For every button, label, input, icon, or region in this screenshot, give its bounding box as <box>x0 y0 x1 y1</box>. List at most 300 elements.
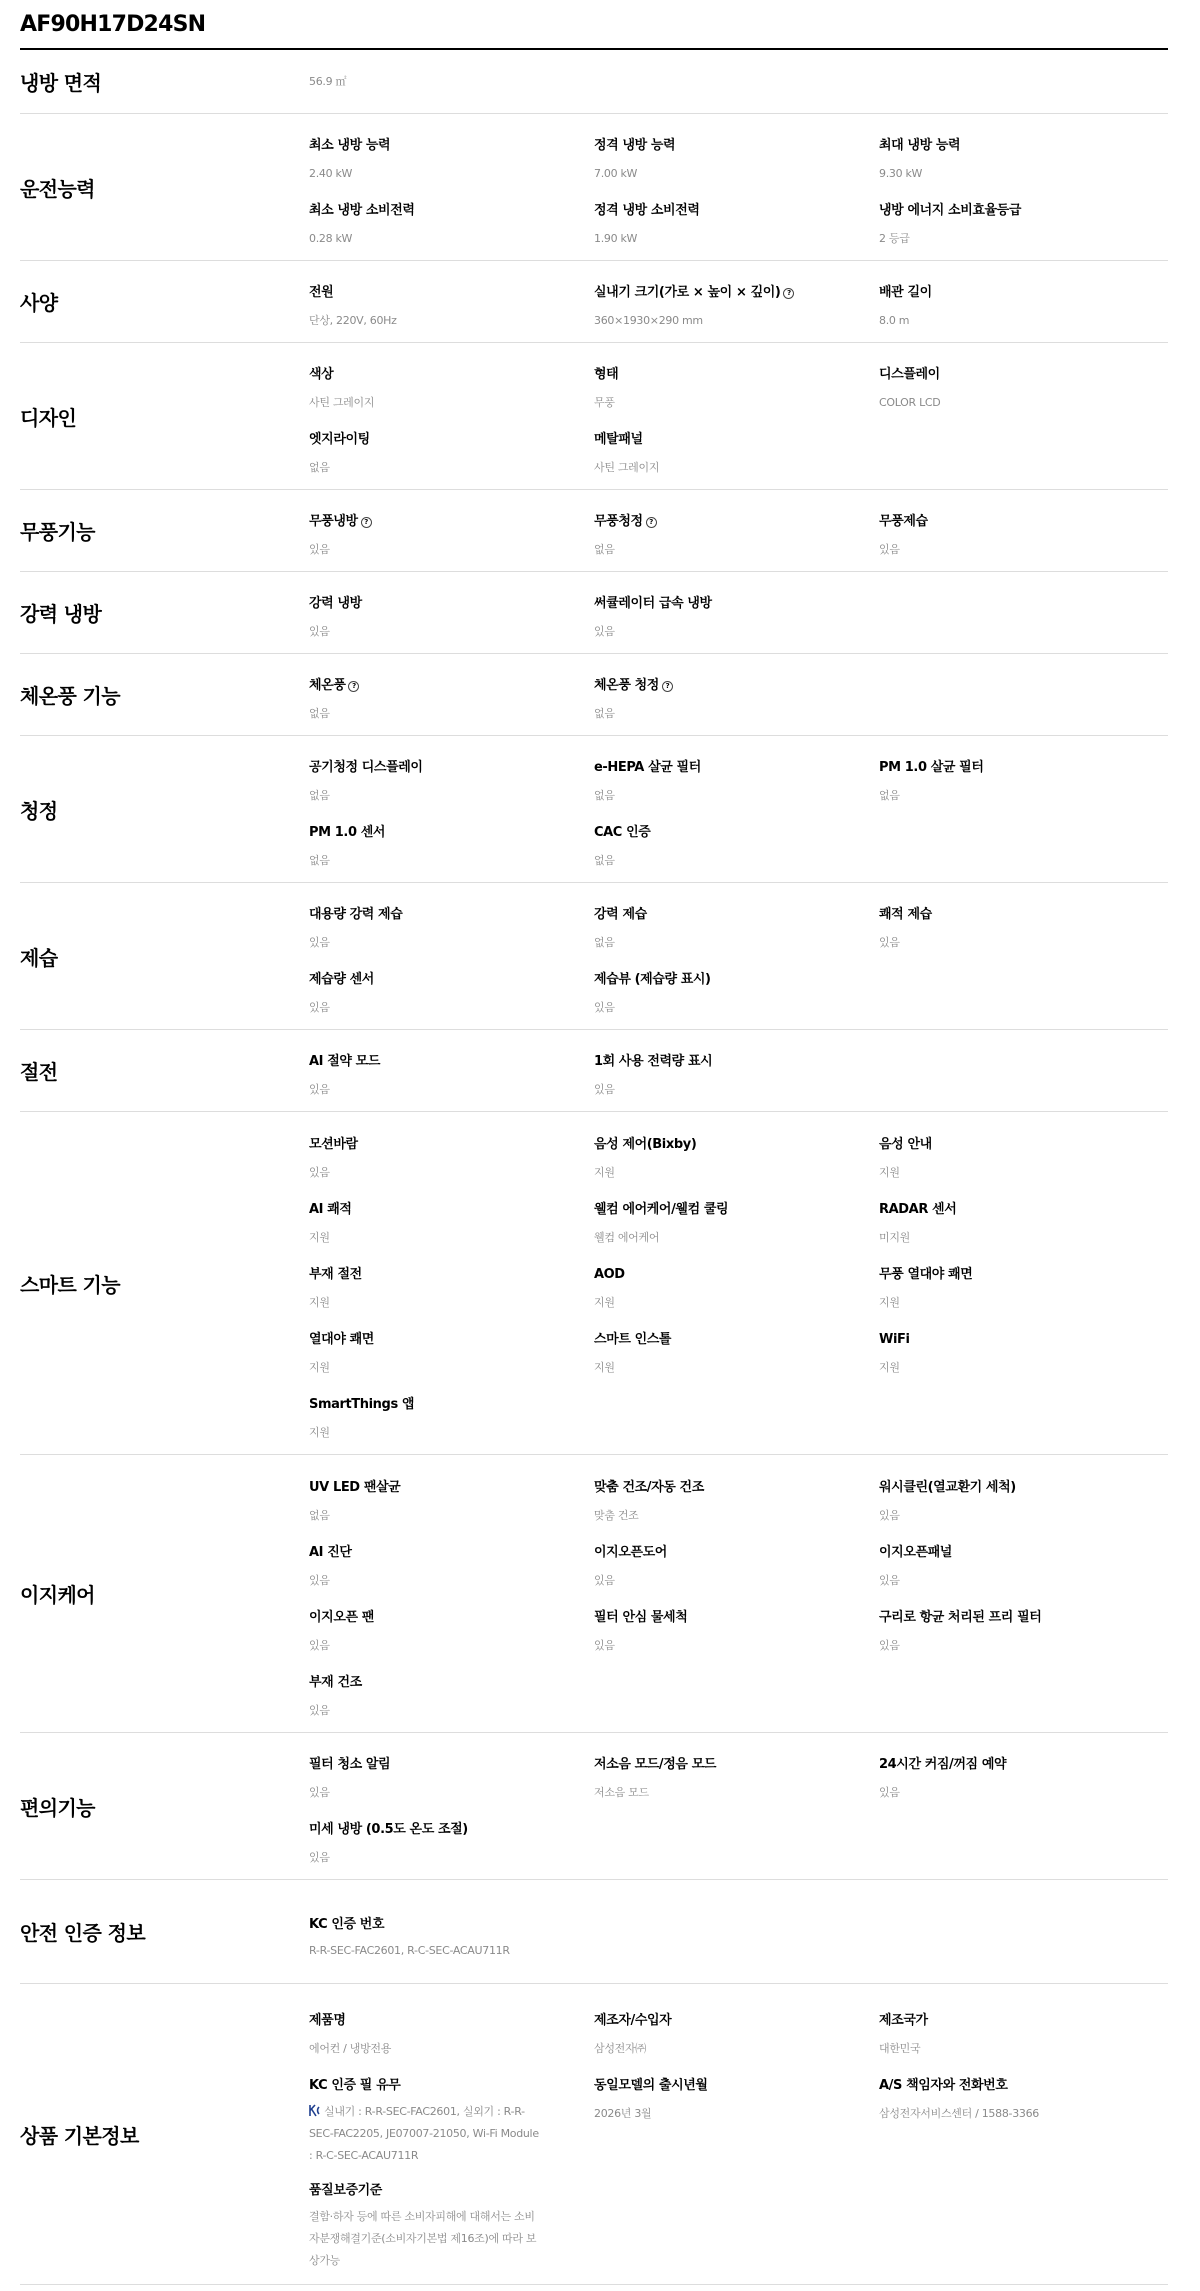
section-title: 제습 <box>20 945 58 970</box>
section-title: 청정 <box>20 798 58 823</box>
spec-label <box>594 202 879 220</box>
spec-item <box>594 744 879 809</box>
spec-label-text: 무풍제습 <box>879 514 928 529</box>
question-circle-icon[interactable]: ? <box>348 681 359 692</box>
spec-label-text: 강력 냉방 <box>309 596 362 611</box>
spec-label <box>309 1053 594 1071</box>
spec-label <box>594 1544 879 1562</box>
spec-value-text: 지원 <box>879 1295 900 1309</box>
spec-value <box>309 786 594 806</box>
spec-value <box>309 229 594 249</box>
spec-label <box>879 1756 1164 1774</box>
section-title: 운전능력 <box>20 176 95 201</box>
spec-value <box>309 72 594 92</box>
spec-label-text: 맞춤 건조/자동 건조 <box>594 1479 704 1495</box>
spec-value-text: 있음 <box>594 1083 615 1096</box>
spec-value-text: 결함·하자 등에 따른 소비자피해에 대해서는 소비자분쟁해결기준(소비자기본법 제16조)에 따라 보상가능 <box>309 2209 537 2267</box>
spec-item <box>879 744 1164 809</box>
spec-value <box>594 393 879 413</box>
spec-label-text: 필터 안심 물세척 <box>594 1609 688 1625</box>
spec-item <box>594 891 879 956</box>
spec-label-text: AI 진단 <box>309 1544 352 1560</box>
spec-value <box>309 393 594 413</box>
question-circle-icon[interactable]: ? <box>662 681 673 692</box>
spec-label <box>309 677 594 695</box>
spec-label-text: 강력 제습 <box>594 907 647 922</box>
spec-label-text: 구리로 항균 처리된 프리 필터 <box>879 1609 1042 1625</box>
spec-value <box>879 311 1164 331</box>
spec-value-text: 있음 <box>309 1851 330 1864</box>
spec-item <box>879 1121 1164 1186</box>
spec-label <box>594 1756 879 1774</box>
spec-item <box>309 1806 594 1871</box>
section-title: 체온풍 기능 <box>20 684 120 708</box>
spec-item <box>594 2062 879 2127</box>
spec-value <box>594 1358 879 1378</box>
spec-section <box>20 50 1168 114</box>
spec-value-text: 지원 <box>879 1165 900 1179</box>
spec-label-text: 엣지라이팅 <box>309 432 370 447</box>
spec-item <box>309 2062 594 2167</box>
spec-value-text: 없음 <box>879 789 900 802</box>
spec-value-text: 실내기 : R-R-SEC-FAC2601, 실외기 : R-R-SEC-FAC2205, JE07007-21050, Wi-Fi Module : R-C-SEC-ACAU711R <box>309 2104 539 2162</box>
spec-value-text: 있음 <box>879 1573 900 1587</box>
spec-item <box>594 351 879 416</box>
spec-label-text: 체온풍 <box>309 678 346 693</box>
spec-value <box>309 540 594 560</box>
spec-label-text: WiFi <box>879 1331 910 1347</box>
spec-label <box>309 366 594 384</box>
spec-item <box>309 1464 594 1529</box>
spec-label-text: 쾌적 제습 <box>879 907 932 922</box>
spec-label-text: 스마트 인스톨 <box>594 1331 672 1347</box>
spec-value <box>309 1701 594 1721</box>
section-title: 절전 <box>20 1060 58 1084</box>
section-title: 무풍기능 <box>20 520 95 544</box>
spec-value <box>879 229 1164 249</box>
spec-value <box>309 164 594 184</box>
spec-value-text: 지원 <box>594 1165 615 1179</box>
spec-value-text: 있음 <box>309 625 330 638</box>
spec-value <box>594 1506 879 1526</box>
spec-value-text: 있음 <box>594 625 615 638</box>
spec-label <box>309 1609 594 1627</box>
spec-item <box>879 187 1164 252</box>
spec-item <box>309 1659 594 1724</box>
spec-value <box>594 229 879 249</box>
spec-label-text: 최소 냉방 능력 <box>309 138 391 153</box>
spec-label <box>309 137 594 155</box>
spec-label-text: 메탈패널 <box>594 432 643 447</box>
spec-label <box>594 2012 879 2030</box>
spec-value <box>879 1163 1164 1183</box>
spec-section <box>20 490 1168 572</box>
spec-value <box>309 851 594 871</box>
spec-item <box>879 2062 1164 2127</box>
spec-label <box>879 1136 1164 1154</box>
spec-value <box>309 622 594 642</box>
spec-label <box>594 1136 879 1154</box>
spec-value-text: R-R-SEC-FAC2601, R-C-SEC-ACAU711R <box>309 1944 510 1957</box>
spec-grid <box>309 1464 1168 1724</box>
spec-label <box>594 1053 879 1071</box>
spec-value-text: 없음 <box>594 936 615 949</box>
spec-label <box>309 1201 594 1219</box>
spec-label <box>309 1266 594 1284</box>
spec-value-text: 7.00 kW <box>594 167 638 180</box>
spec-item <box>309 809 594 874</box>
spec-item <box>309 1186 594 1251</box>
spec-label-text: e-HEPA 살균 필터 <box>594 760 701 775</box>
spec-item <box>879 1316 1164 1381</box>
spec-label-text: 정격 냉방 소비전력 <box>594 203 700 218</box>
spec-value <box>309 1423 594 1443</box>
spec-value <box>594 1228 879 1248</box>
spec-label <box>309 1136 594 1154</box>
spec-value <box>879 2039 1164 2059</box>
spec-grid <box>309 269 1168 334</box>
spec-label-text: 제습량 센서 <box>309 972 374 987</box>
spec-item <box>594 1121 879 1186</box>
spec-value <box>594 704 879 724</box>
spec-value <box>309 1940 539 1962</box>
spec-label-text: 미세 냉방 (0.5도 온도 조절) <box>309 1822 468 1837</box>
spec-label <box>594 2077 879 2095</box>
spec-value-text: 무풍 <box>594 396 615 409</box>
spec-section <box>20 654 1168 736</box>
spec-grid <box>309 1997 1168 2272</box>
spec-value-text: 있음 <box>309 1165 330 1179</box>
spec-item <box>309 891 594 956</box>
spec-label-text: AI 쾌적 <box>309 1201 352 1217</box>
spec-value-text: 있음 <box>309 936 330 949</box>
spec-value-text: 있음 <box>309 543 330 556</box>
spec-item <box>309 1594 594 1659</box>
question-circle-icon[interactable]: ? <box>783 288 794 299</box>
spec-label-text: 24시간 커짐/꺼짐 예약 <box>879 1757 1007 1772</box>
spec-section <box>20 343 1168 490</box>
spec-label-text: 동일모델의 출시년월 <box>594 2077 708 2093</box>
spec-label <box>309 1674 594 1692</box>
section-title: 사양 <box>20 291 58 315</box>
spec-label-text: 무풍 열대야 쾌면 <box>879 1266 973 1282</box>
spec-value-text: 있음 <box>309 1638 330 1652</box>
spec-label-text: 색상 <box>309 367 334 382</box>
spec-label-text: 무풍냉방 <box>309 514 358 529</box>
spec-value-text: 단상, 220V, 60Hz <box>309 314 397 327</box>
spec-item <box>594 662 879 727</box>
spec-value <box>594 164 879 184</box>
spec-value-text: 사틴 그레이지 <box>309 396 375 409</box>
spec-label-text: 써큘레이터 급속 냉방 <box>594 596 712 611</box>
spec-item <box>879 1594 1164 1659</box>
spec-value-text: 사틴 그레이지 <box>594 461 660 474</box>
section-title: 디자인 <box>20 405 77 430</box>
spec-value <box>879 786 1164 806</box>
spec-item <box>594 1997 879 2062</box>
spec-item <box>594 1464 879 1529</box>
spec-item <box>594 269 879 334</box>
spec-item <box>309 122 594 187</box>
section-title: 이지케어 <box>20 1583 95 1607</box>
spec-value <box>594 458 879 478</box>
spec-value <box>309 1358 594 1378</box>
spec-value <box>594 1636 879 1656</box>
spec-item <box>309 498 594 563</box>
spec-item <box>594 1186 879 1251</box>
spec-label <box>309 513 594 531</box>
spec-item <box>309 662 594 727</box>
spec-label <box>879 1609 1164 1627</box>
spec-label <box>594 1266 879 1284</box>
spec-value-text: 에어컨 / 냉방전용 <box>309 2041 392 2055</box>
spec-item <box>309 1997 594 2062</box>
spec-label <box>309 284 594 302</box>
spec-value-text: 있음 <box>309 1083 330 1096</box>
spec-label-text: 이지오픈도어 <box>594 1544 667 1560</box>
spec-label <box>309 2077 594 2095</box>
spec-item <box>594 1741 879 1806</box>
spec-label <box>594 1479 879 1497</box>
spec-item <box>309 1901 594 1962</box>
spec-label-text: 정격 냉방 능력 <box>594 138 676 153</box>
spec-label <box>594 677 879 695</box>
spec-value-text: 없음 <box>309 854 330 867</box>
spec-label <box>309 1756 594 1774</box>
spec-label-text: SmartThings 앱 <box>309 1396 415 1412</box>
spec-label-text: UV LED 팬살균 <box>309 1479 401 1495</box>
spec-grid <box>309 72 1168 92</box>
spec-value-text: 저소음 모드 <box>594 1786 649 1799</box>
spec-label <box>309 202 594 220</box>
spec-section <box>20 1984 1168 2285</box>
spec-item <box>594 498 879 563</box>
spec-value-text: 지원 <box>309 1230 330 1244</box>
spec-grid <box>309 498 1168 563</box>
spec-value <box>309 2206 539 2272</box>
spec-section <box>20 114 1168 261</box>
spec-value-text: 웰컴 에어케어 <box>594 1230 660 1244</box>
spec-value <box>309 2101 539 2167</box>
spec-value <box>594 540 879 560</box>
spec-value-text: 있음 <box>879 936 900 949</box>
spec-item <box>594 956 879 1021</box>
spec-item <box>594 416 879 481</box>
spec-item <box>309 351 594 416</box>
spec-label <box>879 284 1164 302</box>
spec-value <box>594 311 879 331</box>
spec-label-text: 부재 절전 <box>309 1266 362 1282</box>
spec-item <box>594 1316 879 1381</box>
spec-grid <box>309 891 1168 1021</box>
spec-value-text: 지원 <box>879 1360 900 1374</box>
spec-label-text: RADAR 센서 <box>879 1201 957 1217</box>
spec-item <box>594 580 879 645</box>
spec-item <box>594 1038 879 1103</box>
spec-value-text: 있음 <box>594 1573 615 1587</box>
section-title: 안전 인증 정보 <box>20 1921 146 1945</box>
spec-label <box>309 1331 594 1349</box>
section-title: 스마트 기능 <box>20 1272 120 1297</box>
section-title: 강력 냉방 <box>20 602 102 626</box>
spec-value-text: 삼성전자㈜ <box>594 2041 647 2055</box>
spec-value <box>594 622 879 642</box>
spec-label-text: 이지오픈 팬 <box>309 1609 374 1625</box>
spec-value-text: 0.28 kW <box>309 232 353 245</box>
spec-item <box>309 1038 594 1103</box>
spec-label <box>879 1331 1164 1349</box>
spec-label-text: CAC 인증 <box>594 825 651 840</box>
spec-label <box>879 513 1164 531</box>
spec-value <box>879 1506 1164 1526</box>
spec-label <box>309 2012 594 2030</box>
spec-label-text: 최소 냉방 소비전력 <box>309 203 415 218</box>
spec-value <box>594 1080 879 1100</box>
question-circle-icon[interactable]: ? <box>361 517 372 528</box>
spec-value <box>879 1636 1164 1656</box>
spec-label <box>309 1916 594 1934</box>
spec-value <box>309 1571 594 1591</box>
spec-section <box>20 1880 1168 1984</box>
spec-label <box>879 1201 1164 1219</box>
spec-label-text: 웰컴 에어케어/웰컴 쿨링 <box>594 1201 729 1217</box>
spec-value-text: 지원 <box>594 1360 615 1374</box>
spec-section <box>20 261 1168 343</box>
spec-item <box>594 122 879 187</box>
spec-item <box>879 1464 1164 1529</box>
spec-item <box>309 269 594 334</box>
spec-grid <box>309 744 1168 874</box>
spec-grid <box>309 1901 1168 1962</box>
spec-value-text: 미지원 <box>879 1230 910 1244</box>
spec-value <box>309 1783 594 1803</box>
spec-item <box>879 351 1164 416</box>
spec-value <box>594 1163 879 1183</box>
spec-section <box>20 736 1168 883</box>
spec-label <box>309 1821 594 1839</box>
spec-item <box>879 122 1164 187</box>
spec-value-text: 있음 <box>879 1638 900 1652</box>
spec-value <box>594 2039 879 2059</box>
spec-label-text: PM 1.0 센서 <box>309 825 386 840</box>
spec-item <box>309 744 594 809</box>
spec-value <box>309 933 594 953</box>
spec-value-text: 없음 <box>594 789 615 802</box>
spec-table <box>20 50 1168 2285</box>
spec-label <box>879 906 1164 924</box>
spec-value <box>879 1358 1164 1378</box>
spec-label <box>879 1544 1164 1562</box>
spec-item <box>309 72 594 92</box>
spec-item <box>309 187 594 252</box>
spec-grid <box>309 1741 1168 1871</box>
spec-label <box>879 366 1164 384</box>
spec-label <box>879 2012 1164 2030</box>
spec-section <box>20 1455 1168 1733</box>
spec-label-text: 품질보증기준 <box>309 2182 382 2198</box>
spec-value-text: 360×1930×290 mm <box>594 314 703 327</box>
spec-label <box>594 906 879 924</box>
spec-value-text: 맞춤 건조 <box>594 1508 639 1522</box>
spec-value-text: 있음 <box>309 1001 330 1014</box>
section-title: 편의기능 <box>20 1795 95 1820</box>
spec-item <box>309 1381 594 1446</box>
spec-value <box>879 1293 1164 1313</box>
spec-label-text: 최대 냉방 능력 <box>879 138 961 153</box>
spec-label <box>594 513 879 531</box>
spec-item <box>309 1121 594 1186</box>
spec-label <box>594 595 879 613</box>
spec-value <box>594 998 879 1018</box>
spec-item <box>594 1251 879 1316</box>
spec-value <box>594 933 879 953</box>
question-circle-icon[interactable]: ? <box>646 517 657 528</box>
spec-label-text: 실내기 크기(가로 × 높이 × 깊이) <box>594 285 781 300</box>
spec-item <box>309 1316 594 1381</box>
spec-item <box>879 891 1164 956</box>
spec-value-text: 지원 <box>309 1360 330 1374</box>
spec-label-text: KC 인증 필 유무 <box>309 2077 401 2093</box>
spec-value-text: 8.0 m <box>879 314 910 327</box>
section-title: 냉방 면적 <box>20 71 102 95</box>
spec-label-text: 열대야 쾌면 <box>309 1331 374 1347</box>
spec-value-text: 지원 <box>309 1425 330 1439</box>
spec-value <box>309 1848 594 1868</box>
spec-label <box>879 1266 1164 1284</box>
spec-label-text: 워시클린(열교환기 세척) <box>879 1479 1016 1495</box>
spec-value-text: 없음 <box>309 789 330 802</box>
spec-value <box>879 393 1164 413</box>
spec-value-text: 2026년 3월 <box>594 2106 652 2120</box>
spec-item <box>879 1186 1164 1251</box>
spec-item <box>309 1529 594 1594</box>
spec-value <box>309 1636 594 1656</box>
spec-label-text: 모션바람 <box>309 1136 358 1152</box>
spec-label-text: 제조국가 <box>879 2012 928 2028</box>
spec-grid <box>309 1038 1168 1103</box>
spec-label <box>594 284 879 302</box>
spec-label <box>309 595 594 613</box>
spec-value-text: 2 등급 <box>879 232 910 245</box>
spec-value <box>879 2104 1164 2124</box>
spec-value <box>309 704 594 724</box>
spec-label <box>594 1201 879 1219</box>
spec-label-text: 저소음 모드/정음 모드 <box>594 1757 717 1772</box>
spec-value-text: 있음 <box>309 1573 330 1587</box>
spec-item <box>879 1529 1164 1594</box>
spec-value <box>309 311 594 331</box>
model-name: AF90H17D24SN <box>20 12 206 37</box>
spec-label-text: 1회 사용 전력량 표시 <box>594 1054 713 1069</box>
spec-item <box>594 809 879 874</box>
spec-value-text: 없음 <box>594 543 615 556</box>
spec-label-text: 체온풍 청정 <box>594 678 659 693</box>
spec-item <box>594 1594 879 1659</box>
spec-item <box>879 1741 1164 1806</box>
spec-section <box>20 883 1168 1030</box>
spec-label-text: 부재 건조 <box>309 1674 362 1690</box>
spec-value <box>879 933 1164 953</box>
spec-grid <box>309 580 1168 645</box>
section-title: 상품 기본정보 <box>20 2123 139 2148</box>
spec-item <box>879 269 1164 334</box>
spec-value-text: 있음 <box>309 1786 330 1799</box>
spec-value <box>309 1506 594 1526</box>
spec-value <box>309 458 594 478</box>
spec-section <box>20 1030 1168 1112</box>
spec-label <box>594 431 879 449</box>
spec-value-text: 삼성전자서비스센터 / 1588-3366 <box>879 2106 1039 2120</box>
